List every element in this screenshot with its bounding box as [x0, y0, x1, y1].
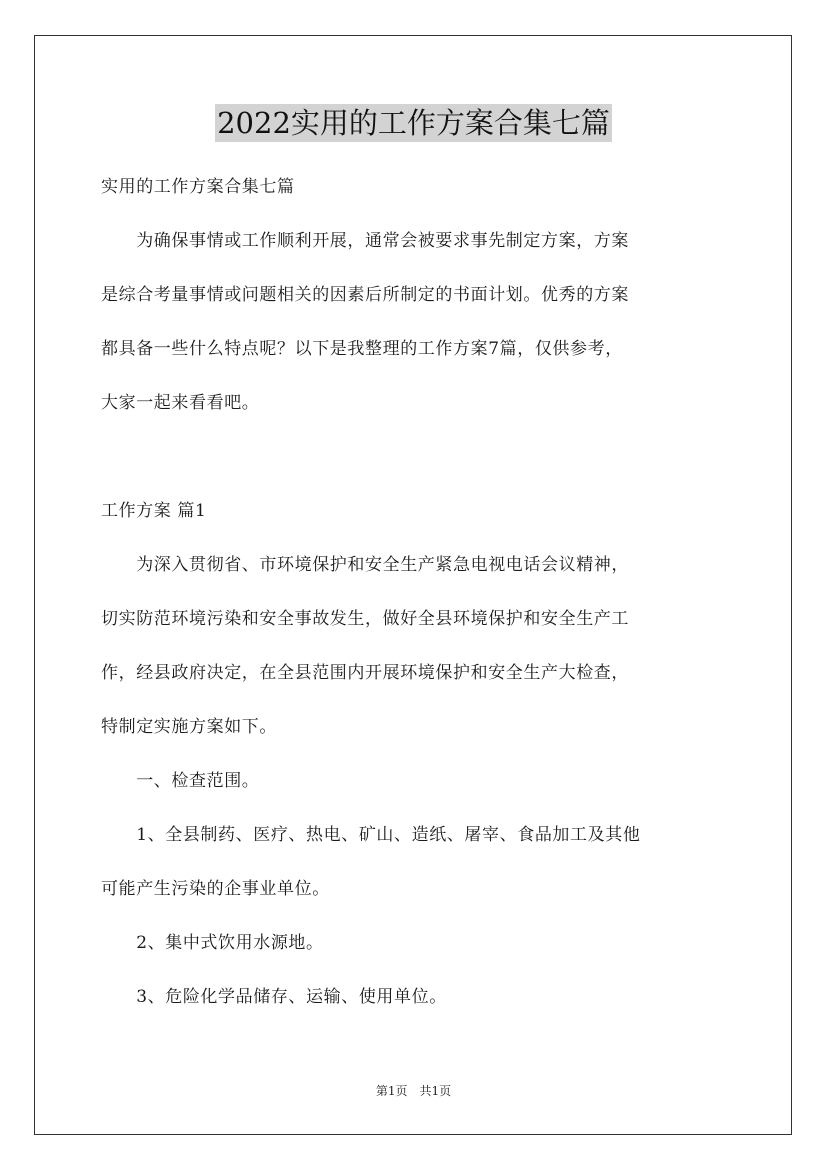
line-spacer — [101, 957, 729, 984]
line-spacer — [101, 471, 729, 498]
subsection-heading: 一、检查范围。 — [101, 771, 260, 791]
line-spacer — [101, 903, 729, 930]
page-footer: 第1页 共1页 — [375, 1084, 452, 1098]
line-spacer — [101, 309, 729, 336]
section-paragraph-line: 切实防范环境污染和安全事故发生，做好全县环境保护和安全生产工 — [101, 609, 629, 629]
line-spacer — [101, 525, 729, 552]
list-item-line: 3、危险化学品储存、运输、使用单位。 — [101, 987, 447, 1007]
title-container — [0, 104, 827, 142]
intro-paragraph-line: 都具备一些什么特点呢？以下是我整理的工作方案7篇，仅供参考， — [101, 339, 623, 359]
line-spacer — [101, 201, 729, 228]
list-item-line: 2、集中式饮用水源地。 — [101, 933, 324, 953]
section-paragraph-line: 作，经县政府决定，在全县范围内开展环境保护和安全生产大检查， — [101, 663, 629, 683]
document-title: 2022实用的工作方案合集七篇 — [217, 106, 610, 140]
document-body — [101, 174, 729, 1011]
line-spacer — [101, 363, 729, 390]
intro-paragraph-line: 是综合考量事情或问题相关的因素后所制定的书面计划。优秀的方案 — [101, 285, 629, 305]
list-item-line: 1、全县制药、医疗、热电、矿山、造纸、屠宰、食品加工及其他 — [101, 825, 641, 845]
intro-paragraph-line: 大家一起来看看吧。 — [101, 393, 260, 413]
line-spacer — [101, 795, 729, 822]
section-heading: 工作方案 篇1 — [101, 501, 207, 521]
intro-heading: 实用的工作方案合集七篇 — [101, 177, 295, 197]
line-spacer — [101, 417, 729, 444]
blank-line — [101, 444, 729, 471]
section-paragraph-line: 为深入贯彻省、市环境保护和安全生产紧急电视电话会议精神， — [101, 555, 629, 575]
line-spacer — [101, 579, 729, 606]
line-spacer — [101, 633, 729, 660]
section-paragraph-line: 特制定实施方案如下。 — [101, 717, 277, 737]
line-spacer — [101, 741, 729, 768]
line-spacer — [101, 849, 729, 876]
line-spacer — [101, 255, 729, 282]
intro-paragraph-line: 为确保事情或工作顺利开展，通常会被要求事先制定方案，方案 — [101, 231, 629, 251]
line-spacer — [101, 687, 729, 714]
list-item-line: 可能产生污染的企事业单位。 — [101, 879, 330, 899]
